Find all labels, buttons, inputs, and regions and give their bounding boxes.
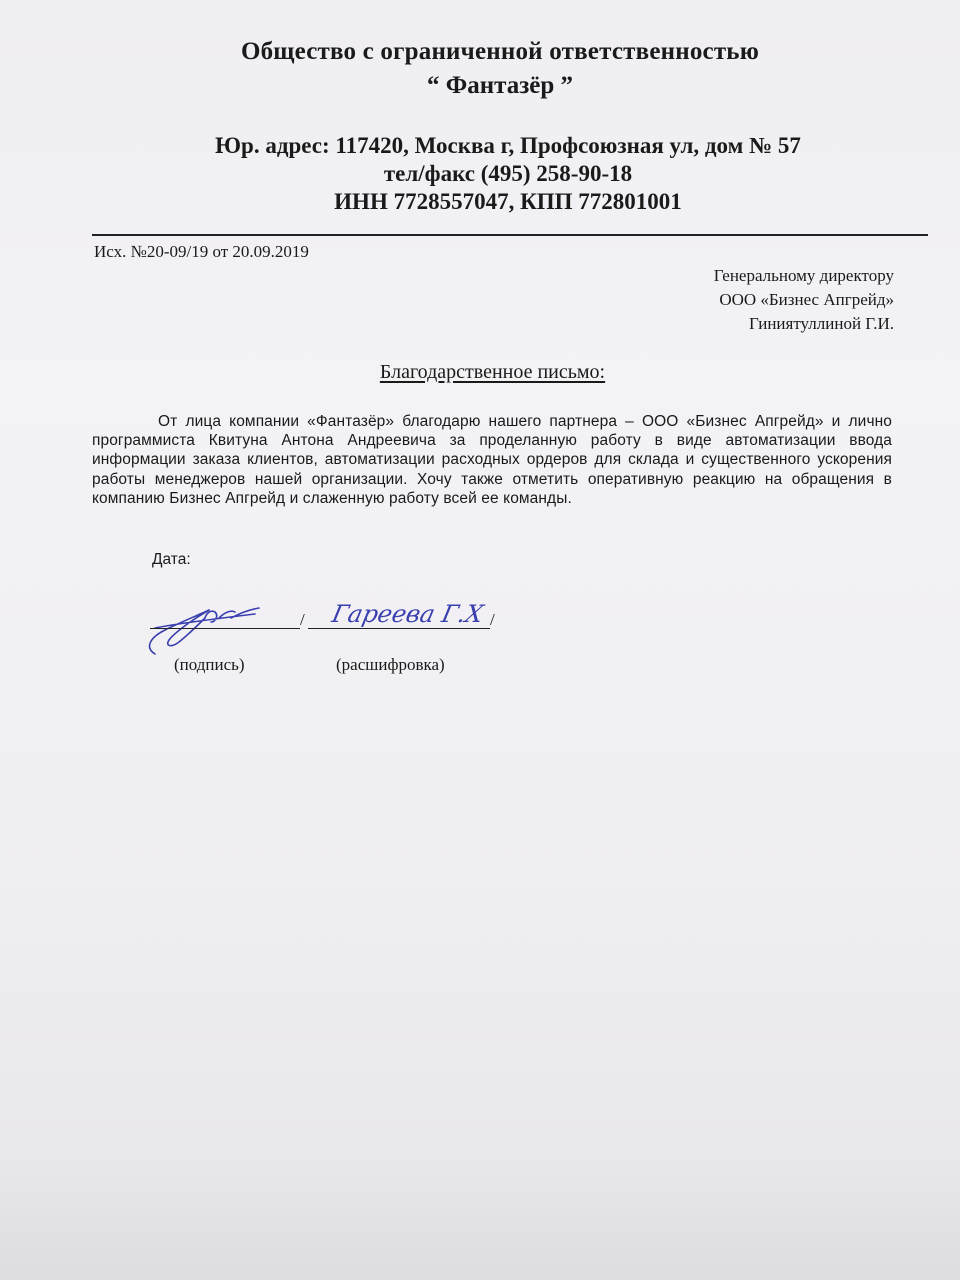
- recipient-company: ООО «Бизнес Апгрейд»: [719, 290, 894, 309]
- recipient-position: Генеральному директору: [713, 266, 894, 285]
- letter-body: От лица компании «Фантазёр» благодарю нашего партнера – ООО «Бизнес Апгрейд» и лично программиста Квитуна Антона Андреевича за проделанную работу в виде автоматизации ввода информации заказа клиентов, автоматизации расходных ордеров для склада и существенного ускорения работы менеджеров нашей организации. Хочу также отметить оперативную реакцию на обращения в компанию Бизнес Апгрейд и слаженную работу всей ее команды.: [92, 413, 892, 507]
- decoding-line: [308, 628, 490, 629]
- legal-address: Юр. адрес: 117420, Москва г, Профсоюзная ул, дом № 57: [215, 133, 801, 158]
- letter-title: Благодарственное письмо:: [379, 361, 606, 383]
- outgoing-reference: Исх. №20-09/19 от 20.09.2019: [94, 242, 309, 261]
- company-name: Общество с ограниченной ответственностью: [240, 38, 760, 65]
- paper-shadow: [0, 1150, 960, 1280]
- phone-fax: тел/факс (495) 258-90-18: [383, 161, 633, 186]
- company-short-name: “ Фантазёр ”: [426, 72, 573, 99]
- decoding-caption: (расшифровка): [336, 655, 445, 674]
- recipient-name: Гиниятуллиной Г.И.: [749, 314, 894, 333]
- signature-line: [150, 628, 300, 629]
- date-label: Дата:: [152, 551, 191, 568]
- svg-text:Гареева Г.Х: Гареева Г.Х: [330, 599, 486, 628]
- signature-slash: /: [300, 610, 305, 629]
- inn-kpp: ИНН 7728557047, КПП 772801001: [334, 189, 682, 214]
- header-divider: [92, 234, 928, 236]
- signature-caption: (подпись): [174, 655, 245, 674]
- decoding-slash: /: [490, 610, 495, 629]
